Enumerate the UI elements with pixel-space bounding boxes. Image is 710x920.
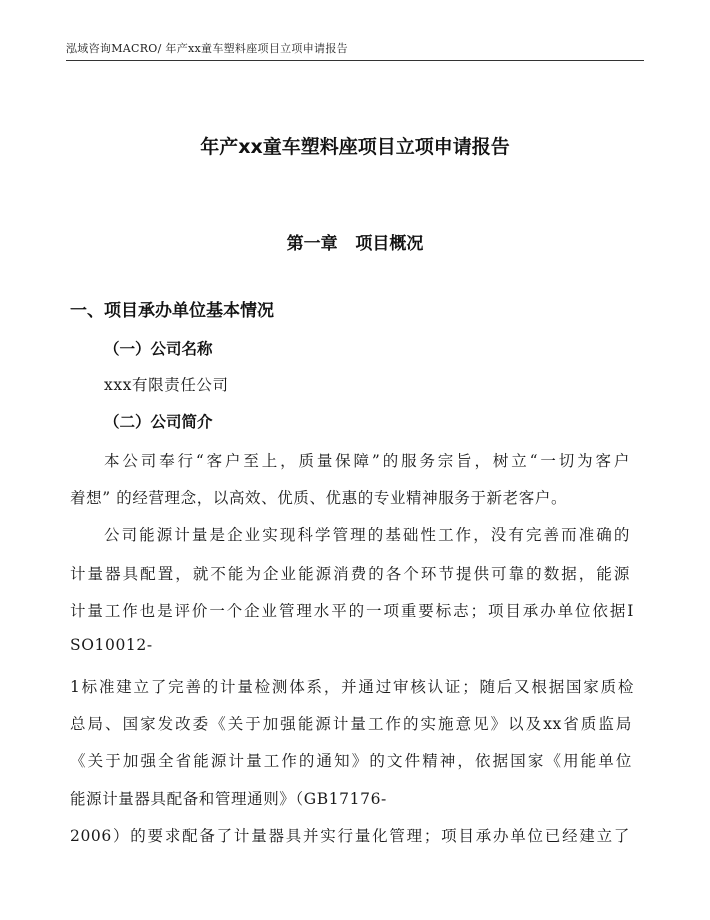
paragraph-line: 1标准建立了完善的计量检测体系，并通过审核认证；随后又根据国家质检: [70, 678, 634, 696]
section-heading: 一、项目承办单位基本情况: [70, 301, 274, 321]
subsection-heading-company-profile: （二）公司简介: [104, 413, 213, 431]
company-name-text: xxx有限责任公司: [104, 376, 229, 394]
header-rule: [66, 60, 644, 61]
paragraph-line: 着想” 的经营理念，以高效、优质、优惠的专业精神服务于新老客户。: [70, 489, 568, 507]
paragraph-line: 计量器具配置，就不能为企业能源消费的各个环节提供可靠的数据，能源: [70, 565, 630, 583]
paragraph-line: 计量工作也是评价一个企业管理水平的一项重要标志；项目承办单位依据I: [70, 602, 634, 620]
paragraph-line: 公司能源计量是企业实现科学管理的基础性工作，没有完善而准确的: [104, 526, 630, 544]
paragraph-line: 总局、国家发改委《关于加强能源计量工作的实施意见》以及xx省质监局: [70, 715, 632, 733]
paragraph-line: SO10012-: [70, 636, 153, 654]
paragraph-line: 能源计量器具配备和管理通则》（GB17176-: [70, 790, 387, 808]
paragraph-line: 2006）的要求配备了计量器具并实行量化管理；项目承办单位已经建立了: [70, 827, 630, 845]
running-header: 泓域咨询MACRO/ 年产xx童车塑料座项目立项申请报告: [66, 42, 348, 55]
document-title: 年产xx童车塑料座项目立项申请报告: [200, 136, 510, 158]
paragraph-line: 本公司奉行“客户至上，质量保障”的服务宗旨，树立“一切为客户: [104, 452, 630, 470]
chapter-heading: 第一章 项目概况: [286, 234, 424, 254]
paragraph-line: 《关于加强全省能源计量工作的通知》的文件精神，依据国家《用能单位: [70, 752, 632, 770]
subsection-heading-company-name: （一）公司名称: [104, 340, 213, 358]
